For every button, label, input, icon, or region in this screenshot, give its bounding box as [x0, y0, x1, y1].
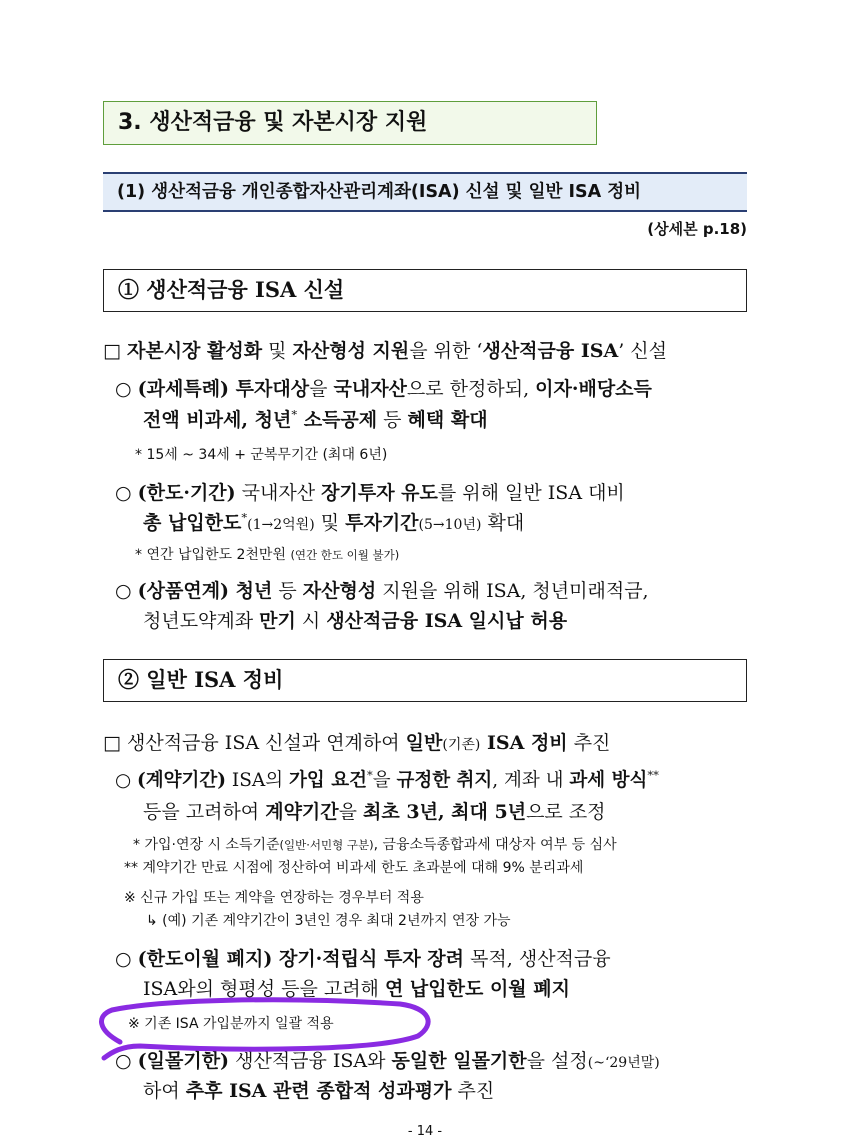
text: 을 설정 [526, 1050, 588, 1072]
text: 및 [314, 512, 346, 534]
text-bold: ISA 정비 [480, 732, 568, 754]
text-bold: 이자·배당소득 [535, 378, 652, 400]
text: 을 [309, 378, 334, 400]
text-small: (일반·서민형 구분) [279, 838, 374, 852]
part2-item1-note4: ↳ (예) 기존 계약기간이 3년인 경우 최대 2년까지 연장 가능 [146, 913, 511, 929]
text: 시 [295, 610, 327, 632]
text-bold: 장기투자 유도 [321, 482, 438, 504]
text-bold: 전액 비과세, 청년 [143, 409, 292, 431]
text: 생산적금융 ISA와 [229, 1050, 392, 1072]
text-bold: (한도이월 폐지) 장기·적립식 투자 장려 [137, 948, 465, 970]
circle-bullet: ○ [115, 378, 132, 400]
text-bold: 연 납입한도 이월 폐지 [384, 978, 570, 1000]
footnote-mark: * [241, 510, 248, 525]
text-small: (연간 한도 이월 불가) [290, 548, 400, 562]
text: , 금융소득종합과세 대상자 여부 등 심사 [373, 837, 617, 853]
text: 을 위한 ‘ [409, 340, 483, 362]
text-bold: 자산형성 [302, 580, 377, 602]
footnote-mark: ** [647, 767, 659, 782]
circle-bullet: ○ [115, 948, 132, 970]
text: 확대 [481, 512, 525, 534]
text: 으로 한정하되, [406, 378, 536, 400]
text: ISA의 [226, 770, 290, 791]
text-bold: 총 납입한도 [143, 512, 242, 534]
text: 청년도약계좌 [143, 610, 260, 632]
text-bold: (과세특례) 투자대상 [137, 378, 310, 400]
text-bold: 국내자산 [333, 378, 407, 400]
text-bold: 최초 3년, 최대 5년 [363, 801, 527, 823]
text: 으로 조정 [526, 801, 606, 823]
text: 을 [338, 801, 364, 823]
text-bold: 자산형성 지원 [292, 340, 410, 362]
text-bold: (계약기간) [137, 770, 227, 791]
text: 지원을 위해 ISA, 청년미래적금, [376, 580, 649, 602]
text-bold: 투자기간 [345, 512, 419, 534]
text-bold: 혜택 확대 [407, 409, 488, 431]
detail-reference: (상세본 p.18) [647, 220, 747, 238]
text-bold: 생산적금융 ISA 일시납 허용 [326, 610, 568, 632]
text-small: (기존) [442, 737, 481, 753]
square-bullet: □ [103, 340, 121, 362]
text-bold: (상품연계) 청년 [137, 580, 273, 602]
text-bold: 과세 방식 [569, 770, 648, 791]
part2-item2-note: ※ 기존 ISA 가입분까지 일괄 적용 [128, 1016, 334, 1032]
text: 을 [372, 770, 397, 791]
text: 하여 [143, 1080, 186, 1102]
circle-bullet: ○ [115, 1050, 132, 1072]
text: ’ 신설 [618, 340, 668, 362]
text-bold: 동일한 일몰기한 [391, 1050, 527, 1072]
part2-item1-note3: ※ 신규 가입 또는 계약을 연장하는 경우부터 적용 [124, 890, 424, 906]
text-bold: 가입 요건 [289, 770, 367, 791]
text: 등 [377, 409, 408, 431]
text: * 가입·연장 시 소득기준 [133, 837, 280, 853]
text: 목적, 생산적금융 [464, 948, 611, 970]
text: 등을 고려하여 [143, 801, 266, 823]
text: 등 [272, 580, 303, 602]
text: 를 위해 일반 ISA 대비 [437, 482, 625, 504]
text: 생산적금융 ISA 신설과 연계하여 [127, 732, 406, 754]
part1-item1-note: * 15세 ~ 34세 + 군복무기간 (최대 6년) [135, 447, 388, 463]
text-bold: 일반 [405, 732, 443, 754]
text-bold: 규정한 취지 [396, 770, 493, 791]
subsection-title: (1) 생산적금융 개인종합자산관리계좌(ISA) 신설 및 일반 ISA 정비 [103, 172, 747, 212]
text-bold: 자본시장 활성화 [127, 340, 263, 362]
section-title: 3. 생산적금융 및 자본시장 지원 [103, 101, 597, 145]
part1-heading: ① 생산적금융 ISA 신설 [103, 269, 747, 312]
circle-bullet: ○ [115, 770, 132, 791]
circle-bullet: ○ [115, 580, 132, 602]
text: * 연간 납입한도 2천만원 [135, 547, 286, 563]
text: 추진 [451, 1080, 495, 1102]
part2-heading: ② 일반 ISA 정비 [103, 659, 747, 702]
text-bold: (한도·기간) [137, 482, 236, 504]
part2-item1-note2: ** 계약기간 만료 시점에 정산하여 비과세 한도 초과분에 대해 9% 분리과세 [124, 860, 584, 876]
text-bold: 소득공제 [297, 409, 378, 431]
text-bold: 추후 ISA 관련 종합적 성과평가 [185, 1080, 452, 1102]
text-bold: 만기 [259, 610, 296, 632]
page-number: - 14 - [407, 1124, 443, 1139]
text: 국내자산 [235, 482, 322, 504]
text: 추진 [567, 732, 611, 754]
text-bold: (일몰기한) [137, 1050, 230, 1072]
circle-bullet: ○ [115, 482, 132, 504]
text-small: (~‘29년말) [587, 1055, 660, 1071]
footnote-mark: * [366, 767, 373, 782]
text-small: (1→2억원) [247, 517, 315, 533]
square-bullet: □ [103, 732, 121, 754]
text-small: (5→10년) [418, 517, 482, 533]
text-bold: 생산적금융 ISA [482, 340, 619, 362]
text-bold: 계약기간 [265, 801, 339, 823]
text: 및 [262, 340, 293, 362]
text: ISA와의 형평성 등을 고려해 [143, 978, 385, 1000]
text: , 계좌 내 [492, 770, 570, 791]
footnote-mark: * [291, 407, 298, 422]
